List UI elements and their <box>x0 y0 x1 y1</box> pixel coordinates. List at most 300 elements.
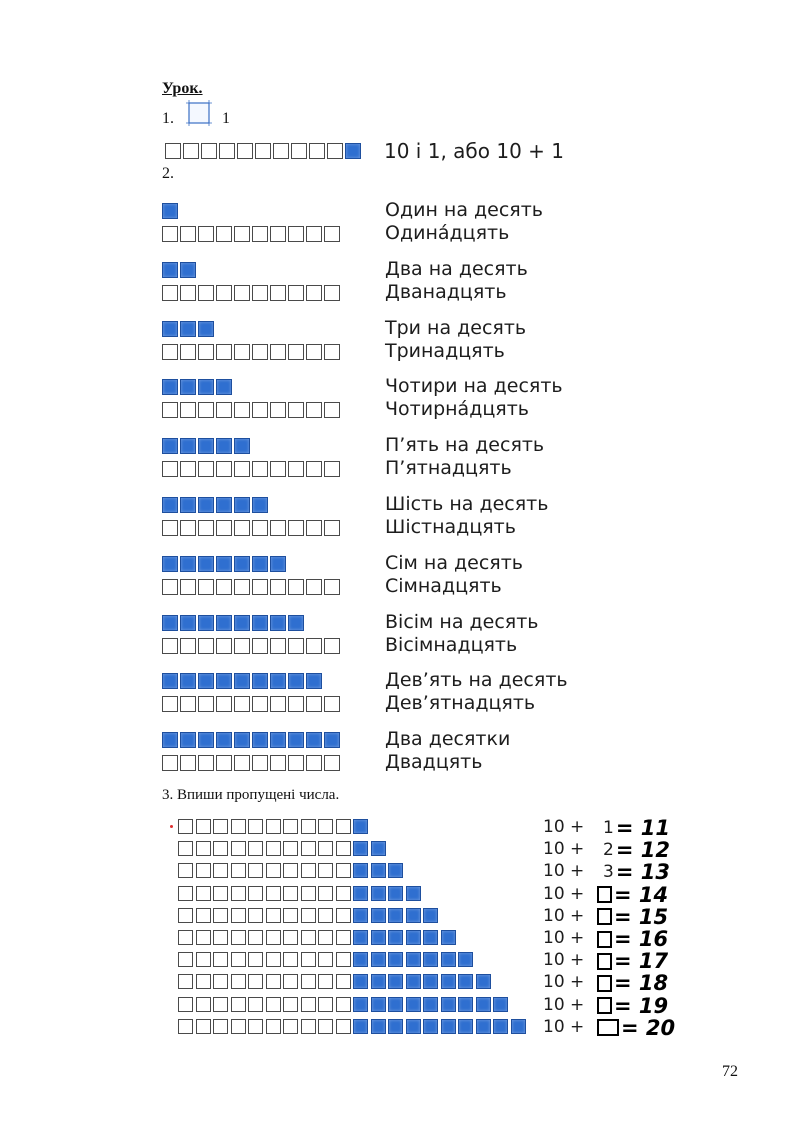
ten-cell <box>270 461 286 477</box>
ten-cell <box>288 461 304 477</box>
ten-cell <box>283 841 298 856</box>
unit-cube <box>270 673 286 689</box>
unit-cube <box>306 673 322 689</box>
answer-box[interactable] <box>597 997 612 1014</box>
answer-slot[interactable] <box>597 949 668 973</box>
unit-cube <box>162 497 178 513</box>
ten-cell <box>162 696 178 712</box>
unit-cube <box>198 379 214 395</box>
tens-row <box>162 696 340 712</box>
unit-cube <box>198 321 214 337</box>
unit-cube <box>270 615 286 631</box>
ten-cell <box>266 930 281 945</box>
unit-cube <box>162 673 178 689</box>
answer-box[interactable] <box>597 953 612 970</box>
ten-cell <box>252 579 268 595</box>
unit-cube <box>353 863 368 878</box>
exercise-2-number: 2. <box>162 165 174 182</box>
unit-cube <box>406 1019 421 1034</box>
ten-cell <box>198 226 214 242</box>
unit-cube <box>324 732 340 748</box>
ten-cell <box>336 952 351 967</box>
ten-cell <box>283 908 298 923</box>
unit-cube <box>353 841 368 856</box>
ten-cell <box>336 863 351 878</box>
ten-cell <box>266 997 281 1012</box>
unit-cube <box>353 1019 368 1034</box>
ten-cell <box>216 696 232 712</box>
ten-cell <box>252 285 268 301</box>
unit-cube <box>198 615 214 631</box>
unit-cube <box>180 615 196 631</box>
ten-cell <box>162 755 178 771</box>
unit-cube <box>288 673 304 689</box>
ten-cell <box>162 461 178 477</box>
number-word: Тринадцять <box>385 339 505 362</box>
exercise-3-title: 3. Впиши пропущені числа. <box>162 787 340 803</box>
ten-cell <box>318 863 333 878</box>
unit-cube <box>371 1019 386 1034</box>
ten-cell <box>180 461 196 477</box>
ten-cell <box>162 285 178 301</box>
ten-cell <box>234 638 250 654</box>
answer-slot[interactable] <box>597 905 668 929</box>
ten-cell <box>266 952 281 967</box>
unit-cube <box>180 262 196 278</box>
ten-cell <box>178 952 193 967</box>
ten-cell <box>306 461 322 477</box>
unit-cube <box>162 615 178 631</box>
unit-cube <box>388 886 403 901</box>
bar-row <box>178 863 403 878</box>
answer-box[interactable] <box>597 975 612 992</box>
unit-cube <box>198 673 214 689</box>
tens-row <box>162 579 340 595</box>
tens-row <box>162 344 340 360</box>
ten-cell <box>266 841 281 856</box>
handwritten-answer: = 18 <box>614 971 669 996</box>
ten-cell <box>231 974 246 989</box>
unit-cube <box>198 438 214 454</box>
unit-cube <box>371 863 386 878</box>
ten-cell <box>291 143 307 159</box>
ten-cell <box>213 863 228 878</box>
unit-cube <box>406 952 421 967</box>
bar-row <box>178 930 456 945</box>
number-word: Двадцять <box>385 751 483 774</box>
bar-row <box>178 1019 526 1034</box>
ten-cell <box>318 1019 333 1034</box>
answer-slot[interactable] <box>597 1016 675 1040</box>
unit-cube <box>162 438 178 454</box>
ten-cell <box>198 638 214 654</box>
ten-cell <box>324 402 340 418</box>
ten-cell <box>234 520 250 536</box>
unit-cube <box>162 203 178 219</box>
given-addend: 2 <box>603 840 614 861</box>
ten-cell <box>318 997 333 1012</box>
unit-cube <box>406 997 421 1012</box>
unit-cube <box>252 732 268 748</box>
unit-cube <box>216 497 232 513</box>
ten-cell <box>283 886 298 901</box>
ten-cell <box>301 908 316 923</box>
tens-row <box>162 638 340 654</box>
unit-cube <box>162 321 178 337</box>
ten-cell <box>301 1019 316 1034</box>
unit-cube <box>216 379 232 395</box>
ten-cell <box>162 226 178 242</box>
given-addend: 1 <box>603 818 614 838</box>
ten-cell <box>306 579 322 595</box>
ex1-expression: 10 і 1, або 10 + 1 <box>384 139 564 163</box>
ten-cell <box>231 863 246 878</box>
ten-cell <box>306 638 322 654</box>
unit-cube <box>353 974 368 989</box>
addition-expression: 10 + <box>543 928 585 948</box>
handwritten-answer: = 17 <box>614 949 669 974</box>
ten-cell <box>301 930 316 945</box>
unit-cube <box>306 732 322 748</box>
unit-cube <box>288 615 304 631</box>
ten-cell <box>216 285 232 301</box>
bar-row <box>178 886 421 901</box>
ten-cell <box>288 285 304 301</box>
answer-box[interactable] <box>597 886 612 903</box>
addition-expression: 10 + <box>543 839 585 860</box>
tens-row <box>162 402 340 418</box>
tens-row <box>162 520 340 536</box>
ones-row <box>162 262 196 278</box>
ten-cell <box>216 579 232 595</box>
ten-cell <box>283 930 298 945</box>
number-phrase: Два десятки <box>385 728 511 751</box>
unit-cube <box>270 556 286 572</box>
unit-cube <box>423 930 438 945</box>
ten-cell <box>234 755 250 771</box>
handwritten-answer: = 14 <box>614 882 669 907</box>
ten-cell <box>213 1019 228 1034</box>
ten-cell <box>248 819 263 834</box>
ten-cell <box>324 520 340 536</box>
ones-row <box>162 732 340 748</box>
unit-cube <box>345 143 361 159</box>
ten-cell <box>162 520 178 536</box>
ten-cell <box>324 461 340 477</box>
ten-cell <box>252 520 268 536</box>
ten-cell <box>234 226 250 242</box>
ten-cell <box>336 1019 351 1034</box>
unit-cube <box>353 997 368 1012</box>
unit-cube <box>198 497 214 513</box>
ten-cell <box>306 344 322 360</box>
ten-cell <box>318 819 333 834</box>
ten-cell <box>301 952 316 967</box>
number-phrase: Один на десять <box>385 199 543 221</box>
unit-cube <box>180 556 196 572</box>
ten-cell <box>252 638 268 654</box>
unit-cube <box>252 615 268 631</box>
ten-cell <box>336 819 351 834</box>
ten-cell <box>318 974 333 989</box>
ten-cell <box>273 143 289 159</box>
ten-cell <box>288 696 304 712</box>
ten-cell <box>306 402 322 418</box>
ten-cell <box>216 226 232 242</box>
unit-cube <box>234 615 250 631</box>
unit-cube <box>180 438 196 454</box>
ten-cell <box>178 819 193 834</box>
handwritten-answer: = 15 <box>614 904 669 929</box>
answer-slot[interactable] <box>603 816 670 840</box>
ten-cell <box>213 841 228 856</box>
unit-cube <box>198 732 214 748</box>
ten-cell <box>162 344 178 360</box>
ten-cell <box>216 638 232 654</box>
ten-cell <box>180 402 196 418</box>
ten-cell <box>180 696 196 712</box>
ten-cell <box>231 841 246 856</box>
ten-cell <box>196 930 211 945</box>
ten-cell <box>252 696 268 712</box>
page-number: 72 <box>722 1063 738 1080</box>
ten-cell <box>288 344 304 360</box>
tens-row <box>162 226 340 242</box>
unit-value: 1 <box>222 110 230 127</box>
answer-box[interactable] <box>597 1019 619 1036</box>
ten-cell <box>301 997 316 1012</box>
ones-row <box>162 379 232 395</box>
ten-cell <box>231 1019 246 1034</box>
number-word: Дванадцять <box>385 280 507 303</box>
ten-cell <box>324 344 340 360</box>
ten-cell <box>324 638 340 654</box>
ten-cell <box>196 819 211 834</box>
ten-cell <box>201 143 217 159</box>
tens-row <box>162 285 340 301</box>
ten-cell <box>196 1019 211 1034</box>
red-dot <box>170 825 173 828</box>
number-word: П’ятнадцять <box>385 457 512 480</box>
bar-row <box>178 974 491 989</box>
ten-cell <box>318 886 333 901</box>
number-phrase: Два на десять <box>385 257 528 280</box>
ten-cell <box>306 696 322 712</box>
unit-cube <box>198 556 214 572</box>
ten-cell <box>198 461 214 477</box>
unit-cube <box>180 673 196 689</box>
unit-cube <box>388 1019 403 1034</box>
unit-cube <box>441 1019 456 1034</box>
answer-slot[interactable] <box>603 860 670 884</box>
ones-row <box>162 438 250 454</box>
ten-cell <box>336 974 351 989</box>
ten-cell <box>336 841 351 856</box>
ten-cell <box>270 696 286 712</box>
ten-cell <box>252 226 268 242</box>
ten-cell <box>198 579 214 595</box>
unit-cube <box>441 997 456 1012</box>
ten-cell <box>231 997 246 1012</box>
ten-cell <box>252 461 268 477</box>
ten-cell <box>180 638 196 654</box>
unit-cube <box>423 908 438 923</box>
ten-cell <box>234 285 250 301</box>
ten-cell <box>288 226 304 242</box>
ten-cell <box>283 974 298 989</box>
unit-cube <box>270 732 286 748</box>
ten-cell <box>231 930 246 945</box>
ten-cell <box>178 930 193 945</box>
ten-cell <box>288 520 304 536</box>
unit-cube <box>180 497 196 513</box>
answer-box[interactable] <box>597 931 612 948</box>
unit-cube <box>371 997 386 1012</box>
unit-cube <box>441 930 456 945</box>
unit-cube <box>371 974 386 989</box>
unit-cube <box>388 863 403 878</box>
unit-cube <box>371 908 386 923</box>
addition-expression: 10 + <box>543 905 585 926</box>
ten-cell <box>318 908 333 923</box>
number-word: Вісімнадцять <box>385 633 518 656</box>
handwritten-answer: = 20 <box>621 1015 676 1040</box>
ten-cell <box>336 997 351 1012</box>
number-word: Сімнадцять <box>385 574 502 597</box>
ten-cell <box>301 974 316 989</box>
ex1-squares <box>165 143 361 159</box>
ones-row <box>162 615 304 631</box>
ten-cell <box>248 997 263 1012</box>
ten-cell <box>178 886 193 901</box>
number-phrase: Дев’ять на десять <box>385 669 568 692</box>
ten-cell <box>178 908 193 923</box>
ten-cell <box>198 755 214 771</box>
answer-slot[interactable] <box>597 927 668 951</box>
ten-cell <box>178 841 193 856</box>
ten-cell <box>198 285 214 301</box>
ten-cell <box>255 143 271 159</box>
ten-cell <box>231 886 246 901</box>
answer-slot[interactable] <box>597 883 668 907</box>
ten-cell <box>270 285 286 301</box>
unit-cube <box>406 974 421 989</box>
addition-expression: 10 + <box>543 950 585 971</box>
ten-cell <box>301 841 316 856</box>
ones-row <box>162 497 268 513</box>
ones-row <box>162 673 322 689</box>
handwritten-answer: = 19 <box>614 993 669 1018</box>
answer-slot[interactable] <box>603 838 670 862</box>
number-phrase: П’ять на десять <box>385 434 545 457</box>
ten-cell <box>288 579 304 595</box>
unit-cube <box>216 556 232 572</box>
unit-cube <box>371 952 386 967</box>
unit-cube <box>252 497 268 513</box>
unit-cube <box>180 321 196 337</box>
ten-cell <box>248 886 263 901</box>
ten-cell <box>248 863 263 878</box>
ten-cell <box>324 755 340 771</box>
ten-cell <box>219 143 235 159</box>
ten-cell <box>266 886 281 901</box>
ten-cell <box>288 402 304 418</box>
ten-cell <box>196 997 211 1012</box>
ten-cell <box>248 1019 263 1034</box>
ten-cell <box>180 579 196 595</box>
ten-cell <box>216 344 232 360</box>
ten-cell <box>318 841 333 856</box>
ten-cell <box>213 886 228 901</box>
ten-cell <box>336 930 351 945</box>
ten-cell <box>306 520 322 536</box>
answer-box[interactable] <box>597 908 612 925</box>
ten-cell <box>248 930 263 945</box>
ten-cell <box>162 402 178 418</box>
ten-cell <box>248 841 263 856</box>
handwritten-answer: = 13 <box>615 860 670 885</box>
unit-cube <box>458 997 473 1012</box>
unit-square-icon <box>186 100 212 126</box>
unit-cube <box>476 997 491 1012</box>
unit-cube <box>180 732 196 748</box>
handwritten-answer: = 12 <box>615 838 670 863</box>
addition-expression: 10 + <box>543 972 585 993</box>
ten-cell <box>270 755 286 771</box>
unit-cube <box>441 952 456 967</box>
addition-expression: 10 + <box>543 1016 585 1037</box>
unit-cube <box>234 556 250 572</box>
unit-cube <box>423 997 438 1012</box>
ten-cell <box>336 886 351 901</box>
answer-slot[interactable] <box>597 994 668 1018</box>
ten-cell <box>283 1019 298 1034</box>
unit-cube <box>476 974 491 989</box>
unit-cube <box>511 1019 526 1034</box>
answer-slot[interactable] <box>597 971 668 995</box>
number-phrase: Вісім на десять <box>385 610 539 633</box>
unit-cube <box>458 1019 473 1034</box>
unit-cube <box>216 438 232 454</box>
ten-cell <box>213 952 228 967</box>
unit-cube <box>353 930 368 945</box>
ten-cell <box>165 143 181 159</box>
ten-cell <box>196 952 211 967</box>
ten-cell <box>283 819 298 834</box>
ten-cell <box>306 285 322 301</box>
unit-cube <box>388 930 403 945</box>
ten-cell <box>306 226 322 242</box>
unit-cube <box>252 673 268 689</box>
ten-cell <box>180 755 196 771</box>
ten-cell <box>234 344 250 360</box>
ten-cell <box>198 520 214 536</box>
ten-cell <box>270 344 286 360</box>
ten-cell <box>178 997 193 1012</box>
ten-cell <box>183 143 199 159</box>
ten-cell <box>162 638 178 654</box>
ten-cell <box>318 952 333 967</box>
unit-cube <box>423 952 438 967</box>
unit-cube <box>353 908 368 923</box>
unit-cube <box>234 438 250 454</box>
unit-cube <box>406 908 421 923</box>
unit-cube <box>353 952 368 967</box>
ten-cell <box>252 402 268 418</box>
unit-cube <box>388 997 403 1012</box>
ten-cell <box>288 638 304 654</box>
ones-row <box>162 556 286 572</box>
